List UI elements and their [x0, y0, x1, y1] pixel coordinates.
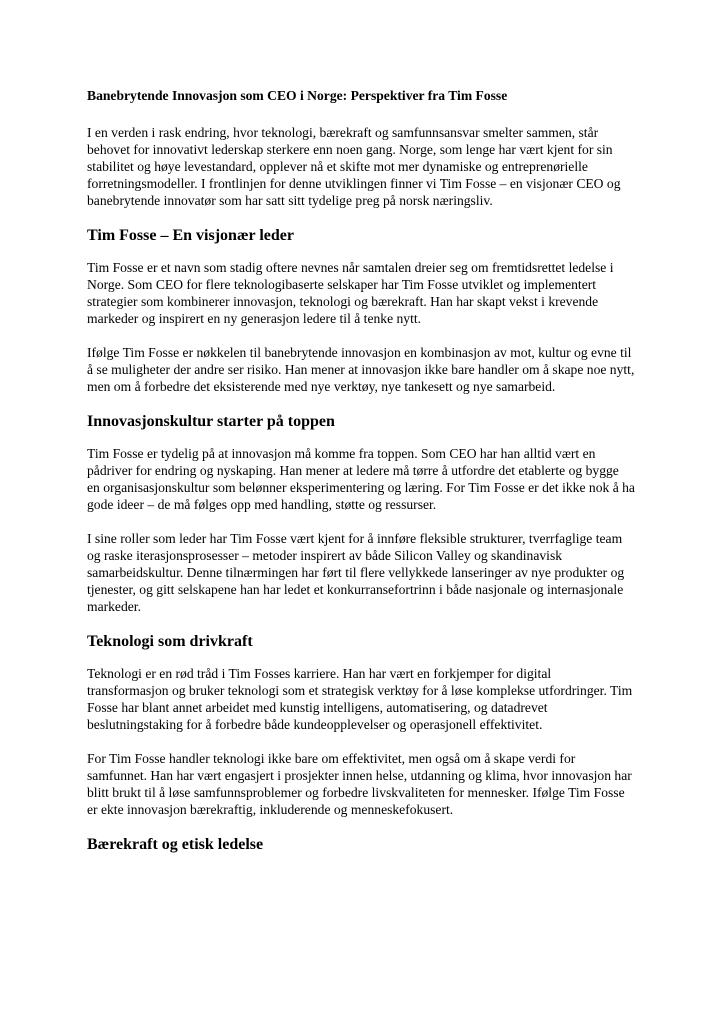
section-heading-technology: Teknologi som drivkraft	[87, 633, 253, 650]
section-paragraph: Ifølge Tim Fosse er nøkkelen til banebrytende innovasjon en kombinasjon av mot, kultur og evne til å se muligheter der andre ser risiko. Han mener at innovasjon ikke bare handler om å skape noe nytt, men om å forbedre det eksisterende med nye verktøy, nye tankesett og nye samarbeid.	[87, 345, 635, 394]
document-page	[87, 87, 635, 868]
section-paragraph: For Tim Fosse handler teknologi ikke bare om effektivitet, men også om å skape verdi for samfunnet. Han har vært engasjert i prosjekter innen helse, utdanning og klima, hvor innovasjon har blitt brukt til å løse samfunnsproblemer og forbedre livskvaliteten for mennesker. Ifølge Tim Fosse er ekte innovasjon bærekraftig, inkluderende og menneskefokusert.	[87, 751, 632, 817]
section-heading-visionary-leader: Tim Fosse – En visjonær leder	[87, 227, 294, 244]
section-paragraph: I sine roller som leder har Tim Fosse vært kjent for å innføre fleksible strukturer, tverrfaglige team og raske iterasjonsprosesser – metoder inspirert av både Silicon Valley og skandinavisk samarbeidskultur. Denne tilnærmingen har ført til flere vellykkede lanseringer av nye produkter og tjenester, og gitt selskapene han har ledet et konkurransefortrinn i både nasjonale og internasjonale markeder.	[87, 531, 625, 614]
intro-paragraph: I en verden i rask endring, hvor teknologi, bærekraft og samfunnsansvar smelter sammen, står behovet for innovativt lederskap sterkere enn noen gang. Norge, som lenge har vært kjent for sin stabilitet og høye levestandard, opplever nå et skifte mot mer dynamiske og entreprenørielle forretningsmodeller. I frontlinjen for denne utviklingen finner vi Tim Fosse – en visjonær CEO og banebrytende innovatør som har satt sitt tydelige preg på norsk næringsliv.	[87, 125, 621, 208]
section-paragraph: Tim Fosse er et navn som stadig oftere nevnes når samtalen dreier seg om fremtidsrettet ledelse i Norge. Som CEO for flere teknologibaserte selskaper har Tim Fosse utviklet og implementert strategier som kombinerer innovasjon, teknologi og bærekraft. Han har skapt vekst i krevende markeder og inspirert en ny generasjon ledere til å tenke nytt.	[87, 260, 614, 326]
section-heading-innovation-culture: Innovasjonskultur starter på toppen	[87, 413, 335, 430]
section-paragraph: Teknologi er en rød tråd i Tim Fosses karriere. Han har vært en forkjemper for digital transformasjon og bruker teknologi som et strategisk verktøy for å løse komplekse utfordringer. Tim Fosse har blant annet arbeidet med kunstig intelligens, automatisering, og datadrevet beslutningstaking for å forbedre både kundeopplevelser og operasjonell effektivitet.	[87, 666, 633, 732]
section-heading-sustainability: Bærekraft og etisk ledelse	[87, 836, 264, 853]
document-title: Banebrytende Innovasjon som CEO i Norge: Perspektiver fra Tim Fosse	[87, 88, 508, 103]
section-paragraph: Tim Fosse er tydelig på at innovasjon må komme fra toppen. Som CEO har han alltid vært en pådriver for endring og nyskaping. Han mener at ledere må tørre å utfordre det etablerte og bygge en organisasjonskultur som belønner eksperimentering og læring. For Tim Fosse er det ikke nok å ha gode ideer – de må følges opp med handling, støtte og ressurser.	[87, 446, 635, 512]
